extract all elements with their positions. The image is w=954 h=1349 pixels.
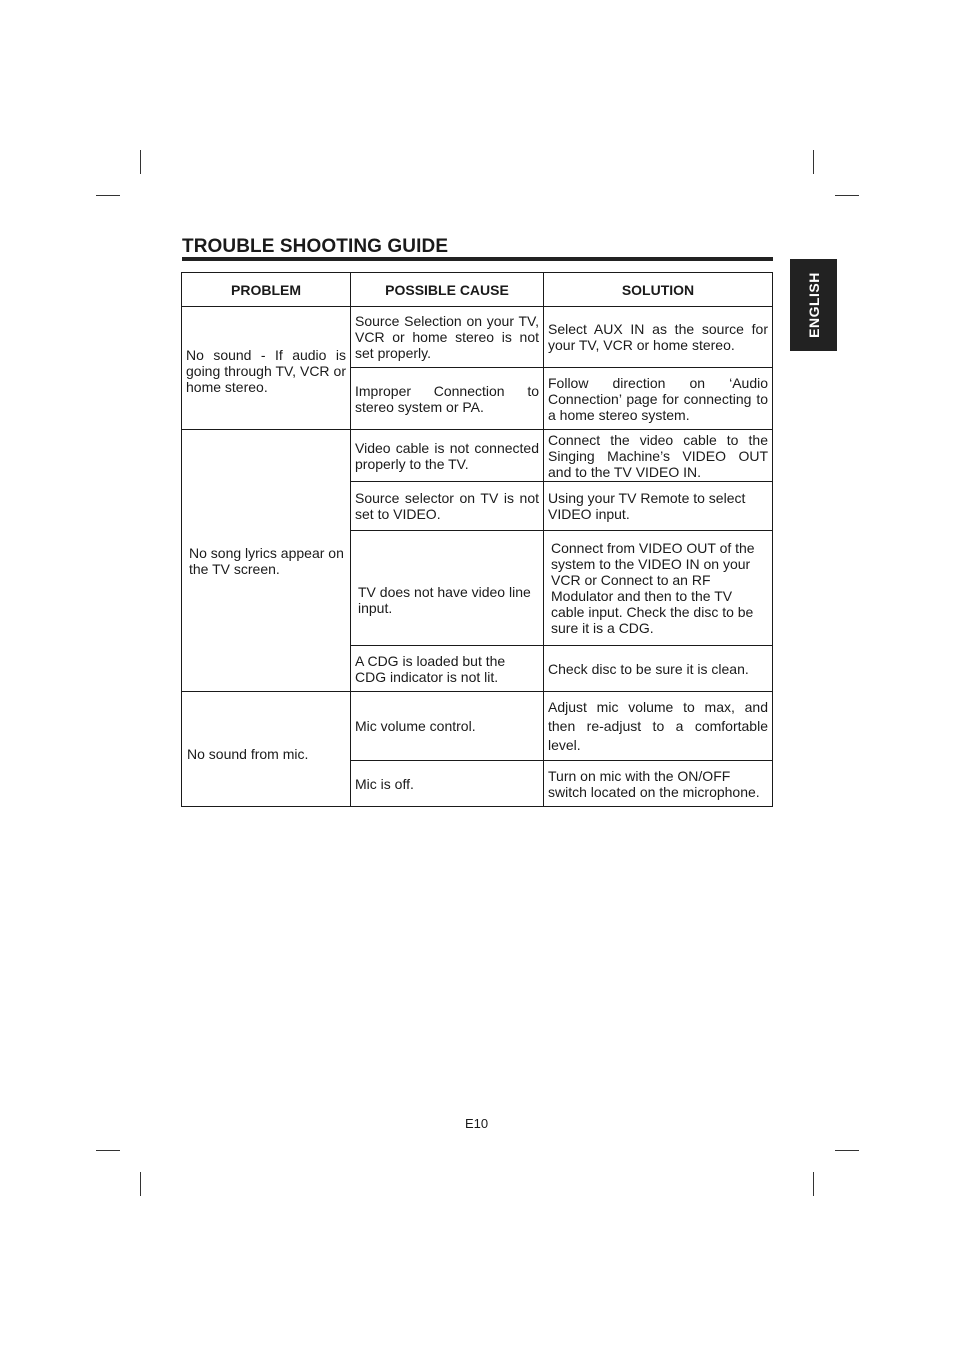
crop-mark	[140, 150, 141, 174]
solution-cell: Connect from VIDEO OUT of the system to the VIDEO IN on your VCR or Connect to an RF Modulator and then to the TV cable input. Check the disc to be sure it is a CDG.	[543, 530, 773, 646]
title-underline	[182, 257, 773, 261]
language-tab-label: ENGLISH	[805, 272, 822, 338]
troubleshooting-table	[181, 272, 774, 807]
solution-cell: Adjust mic volume to max, and then re-adjust to a comfortable level.	[543, 691, 773, 761]
cause-cell: Source Selection on your TV, VCR or home stereo is not set properly.	[350, 306, 544, 368]
solution-cell: Turn on mic with the ON/OFF switch located on the microphone.	[543, 760, 773, 807]
crop-mark	[140, 1172, 141, 1196]
cause-cell: Video cable is not connected properly to the TV.	[350, 429, 544, 482]
crop-mark	[813, 1172, 814, 1196]
crop-mark	[96, 195, 120, 196]
cause-cell: Mic is off.	[350, 760, 544, 807]
header-problem: PROBLEM	[181, 272, 351, 307]
crop-mark	[835, 195, 859, 196]
cause-cell: Mic volume control.	[350, 691, 544, 761]
crop-mark	[96, 1150, 120, 1151]
header-solution: SOLUTION	[543, 272, 773, 307]
page-title: TROUBLE SHOOTING GUIDE	[182, 236, 449, 257]
header-cause: POSSIBLE CAUSE	[350, 272, 544, 307]
problem-cell: No sound - If audio is going through TV, VCR or home stereo.	[181, 306, 351, 430]
problem-cell: No sound from mic.	[181, 691, 351, 807]
solution-cell: Check disc to be sure it is clean.	[543, 645, 773, 692]
page-number: E10	[465, 1116, 489, 1131]
solution-cell: Using your TV Remote to select VIDEO input.	[543, 481, 773, 531]
solution-cell: Follow direction on ‘Audio Connection’ page for connecting to a home stereo system.	[543, 367, 773, 430]
crop-mark	[835, 1150, 859, 1151]
solution-cell: Connect the video cable to the Singing Machine’s VIDEO OUT and to the TV VIDEO IN.	[543, 429, 773, 482]
cause-cell: Source selector on TV is not set to VIDEO.	[350, 481, 544, 531]
cause-cell: A CDG is loaded but the CDG indicator is not lit.	[350, 645, 544, 692]
cause-cell: TV does not have video line input.	[350, 530, 544, 646]
problem-cell: No song lyrics appear on the TV screen.	[181, 429, 351, 692]
cause-cell: Improper Connection to stereo system or PA.	[350, 367, 544, 430]
crop-mark	[813, 150, 814, 174]
language-tab	[790, 259, 837, 351]
solution-cell: Select AUX IN as the source for your TV, VCR or home stereo.	[543, 306, 773, 368]
